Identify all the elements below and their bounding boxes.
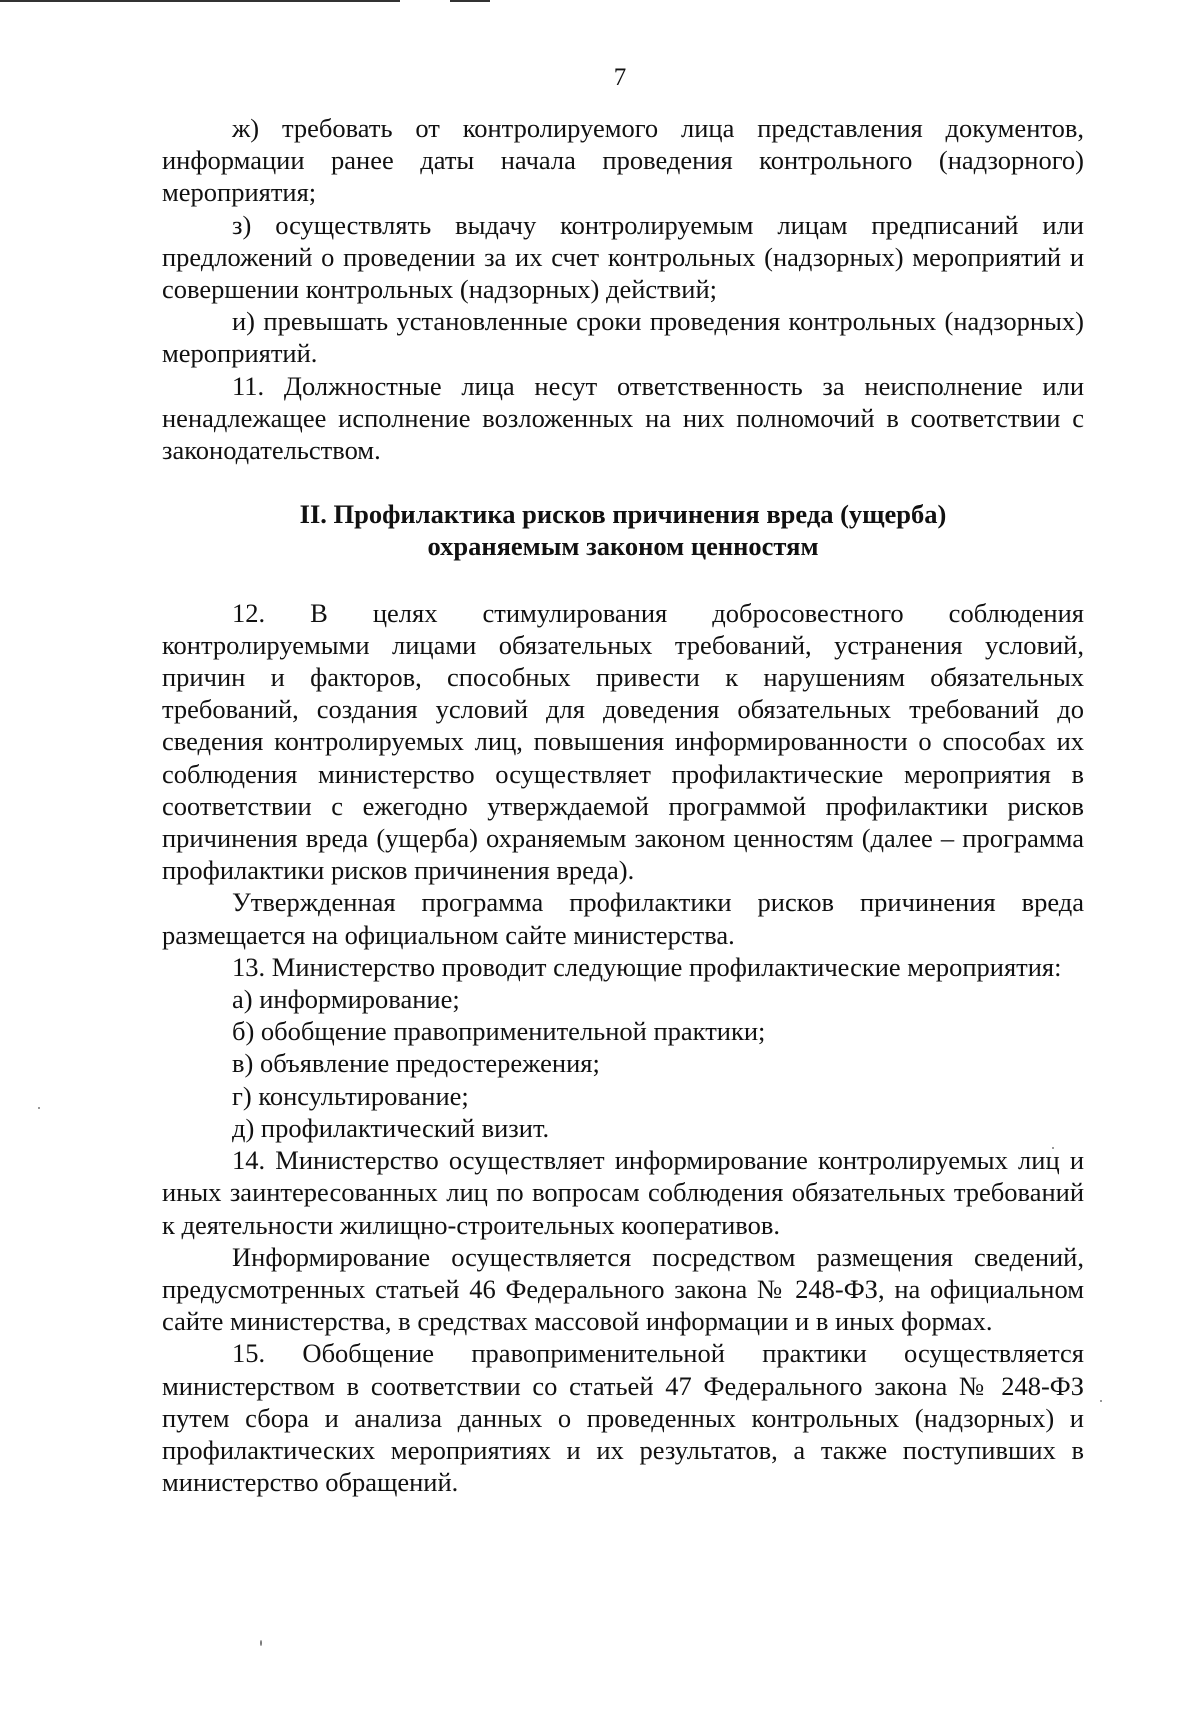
section-title: [162, 498, 1084, 562]
scan-edge-mark: [0, 0, 400, 2]
measure-item-b: б) обобщение правоприменительной практики;: [232, 1016, 766, 1047]
paragraph-program-published: Утвержденная программа профилактики рисков причинения вреда размещается на официальном сайте министерства.: [162, 887, 1084, 950]
paragraph-zh: ж) требовать от контролируемого лица представления документов, информации ранее даты начала проведения контрольного (надзорного) мероприятия;: [162, 113, 1084, 208]
scan-edge-mark: [450, 0, 490, 2]
section-title-line-2: охраняемым законом ценностям: [427, 531, 819, 562]
paragraph-informing-method: Информирование осуществляется посредством размещения сведений, предусмотренных статьей 46 Федерального закона № 248-ФЗ, на официальном сайте министерства, в средствах массовой информации и в иных формах.: [162, 1241, 1084, 1337]
paragraph-14: 14. Министерство осуществляет информирование контролируемых лиц и иных заинтересованных лиц по вопросам соблюдения обязательных требований к деятельности жилищно-строительных кооперативов.: [162, 1145, 1084, 1240]
measure-item-v: в) объявление предостережения;: [232, 1048, 600, 1079]
scan-speck: [38, 1107, 40, 1109]
section-title-line-1: II. Профилактика рисков причинения вреда (ущерба): [299, 499, 947, 530]
paragraph-13: 13. Министерство проводит следующие профилактические мероприятия:: [232, 951, 1062, 982]
paragraph-15: 15. Обобщение правоприменительной практики осуществляется министерством в соответствии со статьей 47 Федерального закона № 248-ФЗ путем сбора и анализа данных о проведенных контрольных (надзорных) и профилактических мероприятиях и их результатов, а также поступивших в министерство обращений.: [162, 1338, 1084, 1498]
paragraph-z: з) осуществлять выдачу контролируемым лицам предписаний или предложений о проведении за их счет контрольных (надзорных) мероприятий и совершении контрольных (надзорных) действий;: [162, 209, 1084, 305]
measure-item-d: д) профилактический визит.: [232, 1112, 550, 1143]
scan-speck: [1100, 1400, 1102, 1402]
document-body: [162, 112, 1084, 1498]
paragraph-11: 11. Должностные лица несут ответственность за неисполнение или ненадлежащее исполнение возложенных на них полномочий в соответствии с законодательством.: [162, 370, 1084, 466]
measure-item-g: г) консультирование;: [232, 1080, 469, 1111]
paragraph-12: 12. В целях стимулирования добросовестного соблюдения контролируемыми лицами обязательных требований, устранения условий, причин и факторов, способных привести к нарушениям обязательных требований, создания условий для доведения обязательных требований до сведения контролируемых лиц, повышения информированности о способах их соблюдения министерство осуществляет профилактические мероприятия в соответствии с ежегодно утверждаемой программой профилактики рисков причинения вреда (ущерба) охраняемым законом ценностям (далее – программа профилактики рисков причинения вреда).: [162, 597, 1084, 886]
paragraph-i: и) превышать установленные сроки проведения контрольных (надзорных) мероприятий.: [162, 306, 1084, 369]
scan-speck: [260, 1640, 262, 1646]
measure-item-a: а) информирование;: [232, 984, 460, 1015]
page-number: 7: [613, 64, 627, 91]
